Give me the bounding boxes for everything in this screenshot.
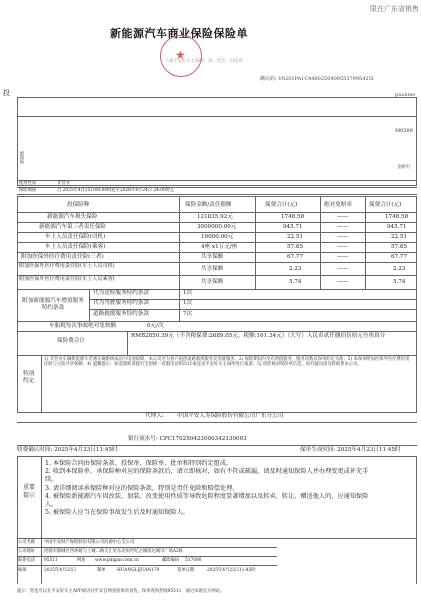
- policy-title: 新能源汽车商业保险保险单: [110, 27, 248, 40]
- agent-value: 中国平安人寿保险股份有限公司广东分公司: [177, 413, 284, 419]
- row-premium: 5.74: [289, 279, 302, 285]
- important-notice-block: [17, 456, 417, 538]
- row-name: 附加医保外医疗费用责任险(三者): [21, 254, 104, 260]
- premium-value: RMB2850.39元（不含税保费:2689.05元，税额:161.34元）（大写）人民币贰仟捌佰伍拾元叁角玖分: [131, 333, 386, 339]
- notice-item: 1. 本保险合同由保险条款、投保单、保险单、批单和特别约定组成。: [45, 460, 233, 467]
- row-premium: 1748.58: [281, 214, 305, 220]
- row-deductible: ——: [337, 244, 349, 250]
- row-premium: 945.71: [283, 224, 303, 230]
- bank-flow: 银行流水号: CPC170250423000342130003: [128, 436, 247, 442]
- agent-label: 代理人:: [145, 413, 164, 419]
- row-amount: 3000000.00元: [197, 224, 237, 230]
- right-code: pnahme: [395, 92, 416, 98]
- header-premium-total: 保费合计(元): [369, 202, 402, 208]
- company-postcode: 517000: [185, 558, 202, 563]
- agent-row: [17, 412, 417, 422]
- important-notice-label: 重要提示: [23, 484, 36, 499]
- row-name: 车上人员责任保险(乘客): [45, 244, 106, 250]
- row-amount: 共享保额: [201, 254, 224, 260]
- region-label: 限在广东省销售: [370, 5, 419, 13]
- special-terms-text: 1) 非营业车辆新能源车若遇车辆系统或动力电池故障，本公司可为客户提供道路救援服务及驾驶服务；2) 保险期间内享有增值服务，服务次数以保单约定为准；3) 本保单附加医保外医疗费用责任险与主险共享保额；4) 温馨提示：如需理赔请拨打全国统一客服电话95511或登录平安好车主APP进行报案；5) 请您核对保险单信息，如有疑问请及时联系本公司。: [44, 357, 410, 367]
- company-label: 公司名称: [18, 540, 36, 545]
- row-name: 新能源汽车损失保险: [47, 214, 98, 220]
- receipt-confirm: 收费确认时间: 2025年4月23日11:45时: [17, 447, 118, 453]
- service-name: 代为送检服务特约条款: [93, 290, 149, 296]
- row-amount: 共享保额: [201, 266, 224, 272]
- address-label: 公司地址: [18, 549, 36, 554]
- side-code: 金额用: [397, 165, 410, 170]
- check-label: 核保: [18, 568, 27, 573]
- row-deductible: ——: [337, 279, 349, 285]
- row-amount: 4座 x1万元/座: [201, 244, 238, 250]
- row-total: 2.23: [393, 266, 406, 272]
- company-address: 河源市源城区西环路与上城二路交汇处东北角世纪之城富达城市广场A2栋: [44, 549, 184, 554]
- row-deductible: ——: [337, 214, 349, 220]
- row-amount: 121835.92元: [197, 214, 233, 220]
- underline-note: 下载平安好车主APP，线一次出一份问询: [165, 59, 243, 64]
- row-deductible: ——: [337, 224, 349, 230]
- row-premium: 67.77: [287, 254, 304, 260]
- row-total: 5.74: [393, 279, 406, 285]
- row-total: 22.51: [391, 234, 408, 240]
- row-deductible: ——: [337, 234, 349, 240]
- special-terms-block: [17, 355, 417, 412]
- header-deductible: 绝对免赔率: [324, 202, 352, 208]
- notice-list: [45, 460, 370, 517]
- service-name: 道路救援服务特约条款: [93, 311, 149, 317]
- deductible-value: 0元/次: [147, 323, 164, 329]
- notice-item: 5. 被保险人应当在保险事故发生后及时通知保险人。: [45, 509, 189, 517]
- service-name: 代为驾驶服务特约条款: [93, 300, 149, 306]
- phone-label: 联系电话: [18, 558, 36, 563]
- special-terms-label: 特别约定: [23, 371, 35, 384]
- deductible-label: 车船税每次事故绝对免赔额: [49, 323, 117, 329]
- redacted-area: [282, 540, 414, 590]
- issue-value: 2025年4月23日11:45时: [207, 568, 256, 573]
- premium-row: [17, 331, 417, 355]
- company-name: 中国平安财产保险股份有限公司河源中心支公司: [44, 540, 135, 545]
- company-website: www.pingan.com.cn: [95, 558, 139, 563]
- header-premium: 保费合计(元): [265, 202, 298, 208]
- usage-value: 非营业: [57, 181, 70, 186]
- company-phone: 95511: [44, 558, 58, 563]
- sign-value: HUANGLIJUAN179: [117, 568, 160, 573]
- notice-item: 2. 收到本保险单、承保险种对应的保险条款后，请立即核对，如有不符或疏漏，请及时通知保险人并办理变更或补充手续。: [45, 468, 369, 484]
- row-name: 车上人员责任保险(司机): [45, 234, 106, 240]
- service-count: 1次: [183, 300, 193, 306]
- row-premium: 22.51: [287, 234, 304, 240]
- row-amount: 共享保额: [201, 279, 224, 285]
- header-amount: 保险金额/责任限额: [185, 202, 232, 208]
- website-label: 网址: [77, 558, 86, 563]
- row-total: 67.77: [391, 254, 408, 260]
- row-total: 1748.58: [385, 214, 409, 220]
- term-label: 保险期间: [19, 188, 37, 193]
- official-seal: ★: [160, 35, 202, 77]
- footer-note: 提示：您也可以在平安好车主APP或访问平安官网查验保单真伪，保单查询热线95511，通过本地官方网站。: [17, 589, 225, 594]
- mid-code: M0589: [395, 128, 413, 134]
- usage-label: 使用性质: [19, 181, 37, 186]
- issue-label: 签单日期: [177, 568, 195, 573]
- postcode-label: 邮政编码: [162, 558, 180, 563]
- row-premium: 57.85: [287, 244, 304, 250]
- notice-item: 4. 被保险新能源汽车因改装、加装、改变使用性质等导致危险程度显著增加以及转卖、转让、赠送他人的，应通知保险人。: [45, 492, 369, 509]
- row-total: 945.71: [387, 224, 407, 230]
- row-name: 新能源汽车第三者责任保险: [39, 224, 107, 230]
- service-count: 1次: [183, 290, 193, 296]
- check-value: 2025年4月23日: [44, 568, 77, 573]
- service-group-label: 附加新能源汽车增值服务特约条款: [22, 298, 84, 311]
- term-value: 自 2025年4月25日00:00时起至2026年4月24日 24:00时止: [57, 188, 175, 193]
- sign-label: 制单: [97, 568, 106, 573]
- barcode-number: 确认码: V0201PA1C44002504095537995425I: [260, 76, 374, 82]
- notice-item: 3. 请详细阅读承保险种对应的保险条款，特别是责任免除和赔偿处理。: [45, 484, 239, 492]
- deductible-row: [17, 321, 417, 331]
- row-name: 附加医保外医疗费用责任险(车上人员乘客): [19, 276, 115, 282]
- row-name: 附加医保外医疗费用责任险(车上人员司机): [19, 263, 115, 269]
- row-deductible: ——: [337, 254, 349, 260]
- vehicle-label: 被保险: [19, 151, 24, 164]
- service-count: 7次: [183, 311, 193, 317]
- row-total: 57.85: [391, 244, 408, 250]
- row-deductible: ——: [337, 266, 349, 272]
- issue-date: 保单生成时间: 2025年4月23日11:45时: [300, 447, 401, 453]
- coverage-table: [17, 196, 417, 331]
- insured-info-block: [17, 97, 417, 190]
- row-premium: 2.23: [289, 266, 302, 272]
- premium-label: 保险费合计: [57, 338, 85, 344]
- applicant-label: 投: [3, 89, 10, 97]
- header-coverage: 投保险种: [67, 202, 90, 208]
- row-amount: 10000.00元: [201, 234, 234, 240]
